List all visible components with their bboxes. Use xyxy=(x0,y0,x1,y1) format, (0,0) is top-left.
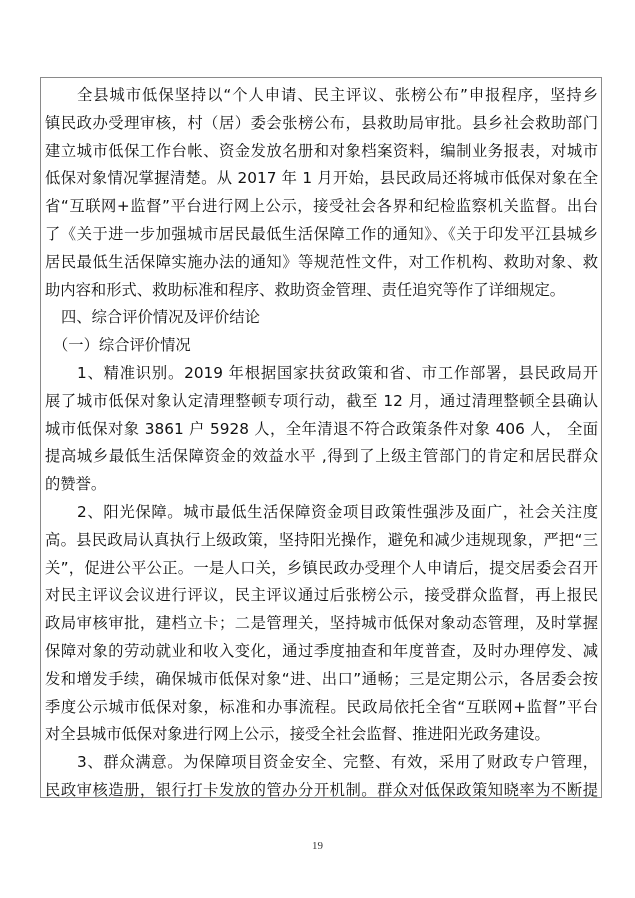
text-line: 高。县民政局认真执行上级政策，坚持阳光操作，避免和减少违规现象，严把“三 xyxy=(45,530,598,549)
text-line: 对民主评议会议进行评议，民主评议通过后张榜公示，接受群众监督，再上报民 xyxy=(45,586,598,605)
subheading xyxy=(45,332,598,360)
paragraph xyxy=(45,499,598,749)
heading xyxy=(45,304,598,332)
text-line: 省“互联网+监督”平台进行网上公示，接受社会各界和纪检监察机关监督。出台 xyxy=(45,197,598,216)
text-line: 建立城市低保工作台帐、资金发放名册和对象档案资料，编制业务报表，对城市 xyxy=(45,141,598,160)
document-text-frame xyxy=(40,77,602,798)
text-line: 对全县城市低保对象进行网上公示，接受全社会监督、推进阳光政务建设。 xyxy=(45,725,550,744)
text-line: 关”，促进公平公正。一是人口关，乡镇民政办受理个人申请后，提交居委会召开 xyxy=(45,558,598,577)
text-line: 保障对象的劳动就业和收入变化，通过季度抽查和年度普查，及时办理停发、减 xyxy=(45,641,598,660)
text-line: 镇民政办受理审核，村（居）委会张榜公布，县救助局审批。县乡社会救助部门 xyxy=(45,113,598,132)
text-line: 低保对象情况掌握清楚。从 2017 年 1 月开始，县民政局还将城市低保对象在全 xyxy=(45,169,598,188)
text-line: 助内容和形式、救助标准和程序、救助资金管理、责任追究等作了详细规定。 xyxy=(45,280,566,299)
paragraph xyxy=(45,749,598,805)
text-line: 发和增发手续，确保城市低保对象“进、出口”通畅；三是定期公示，各居委会按 xyxy=(45,669,598,688)
text-line: 居民最低生活保障实施办法的通知》等规范性文件，对工作机构、救助对象、救 xyxy=(45,252,598,271)
paragraph xyxy=(45,82,598,304)
text-line: 1、精准识别。2019 年根据国家扶贫政策和省、市工作部署，县民政局开 xyxy=(77,363,598,382)
text-line: 的赞誉。 xyxy=(45,475,107,494)
text-line: （一）综合评价情况 xyxy=(53,336,191,355)
text-line: 展了城市低保对象认定清理整顿专项行动，截至 12 月，通过清理整顿全县确认 xyxy=(45,391,598,410)
text-line: 了《关于进一步加强城市居民最低生活保障工作的通知》、《关于印发平江县城乡 xyxy=(45,224,598,243)
text-line: 3、群众满意。为保障项目资金安全、完整、有效，采用了财政专户管理， xyxy=(77,753,598,772)
paragraph xyxy=(45,360,598,499)
text-line: 季度公示城市低保对象，标准和办事流程。民政局依托全省“互联网+监督”平台 xyxy=(45,697,598,716)
text-line: 2、阳光保障。城市最低生活保障资金项目政策性强涉及面广，社会关注度 xyxy=(77,502,598,521)
page-number: 19 xyxy=(312,840,323,852)
text-line: 四、综合评价情况及评价结论 xyxy=(61,308,260,327)
text-line: 提高城乡最低生活保障资金的效益水平 ,得到了上级主管部门的肯定和居民群众 xyxy=(45,447,598,466)
text-line: 政局审核审批，建档立卡；二是管理关，坚持城市低保对象动态管理，及时掌握 xyxy=(45,614,598,633)
text-line: 城市低保对象 3861 户 5928 人，全年清退不符合政策条件对象 406 人， 全面 xyxy=(45,419,598,438)
text-line: 民政审核造册，银行打卡发放的管办分开机制。群众对低保政策知晓率为不断提 xyxy=(45,780,598,799)
text-line: 全县城市低保坚持以“个人申请、民主评议、张榜公布”申报程序，坚持乡 xyxy=(77,86,598,104)
